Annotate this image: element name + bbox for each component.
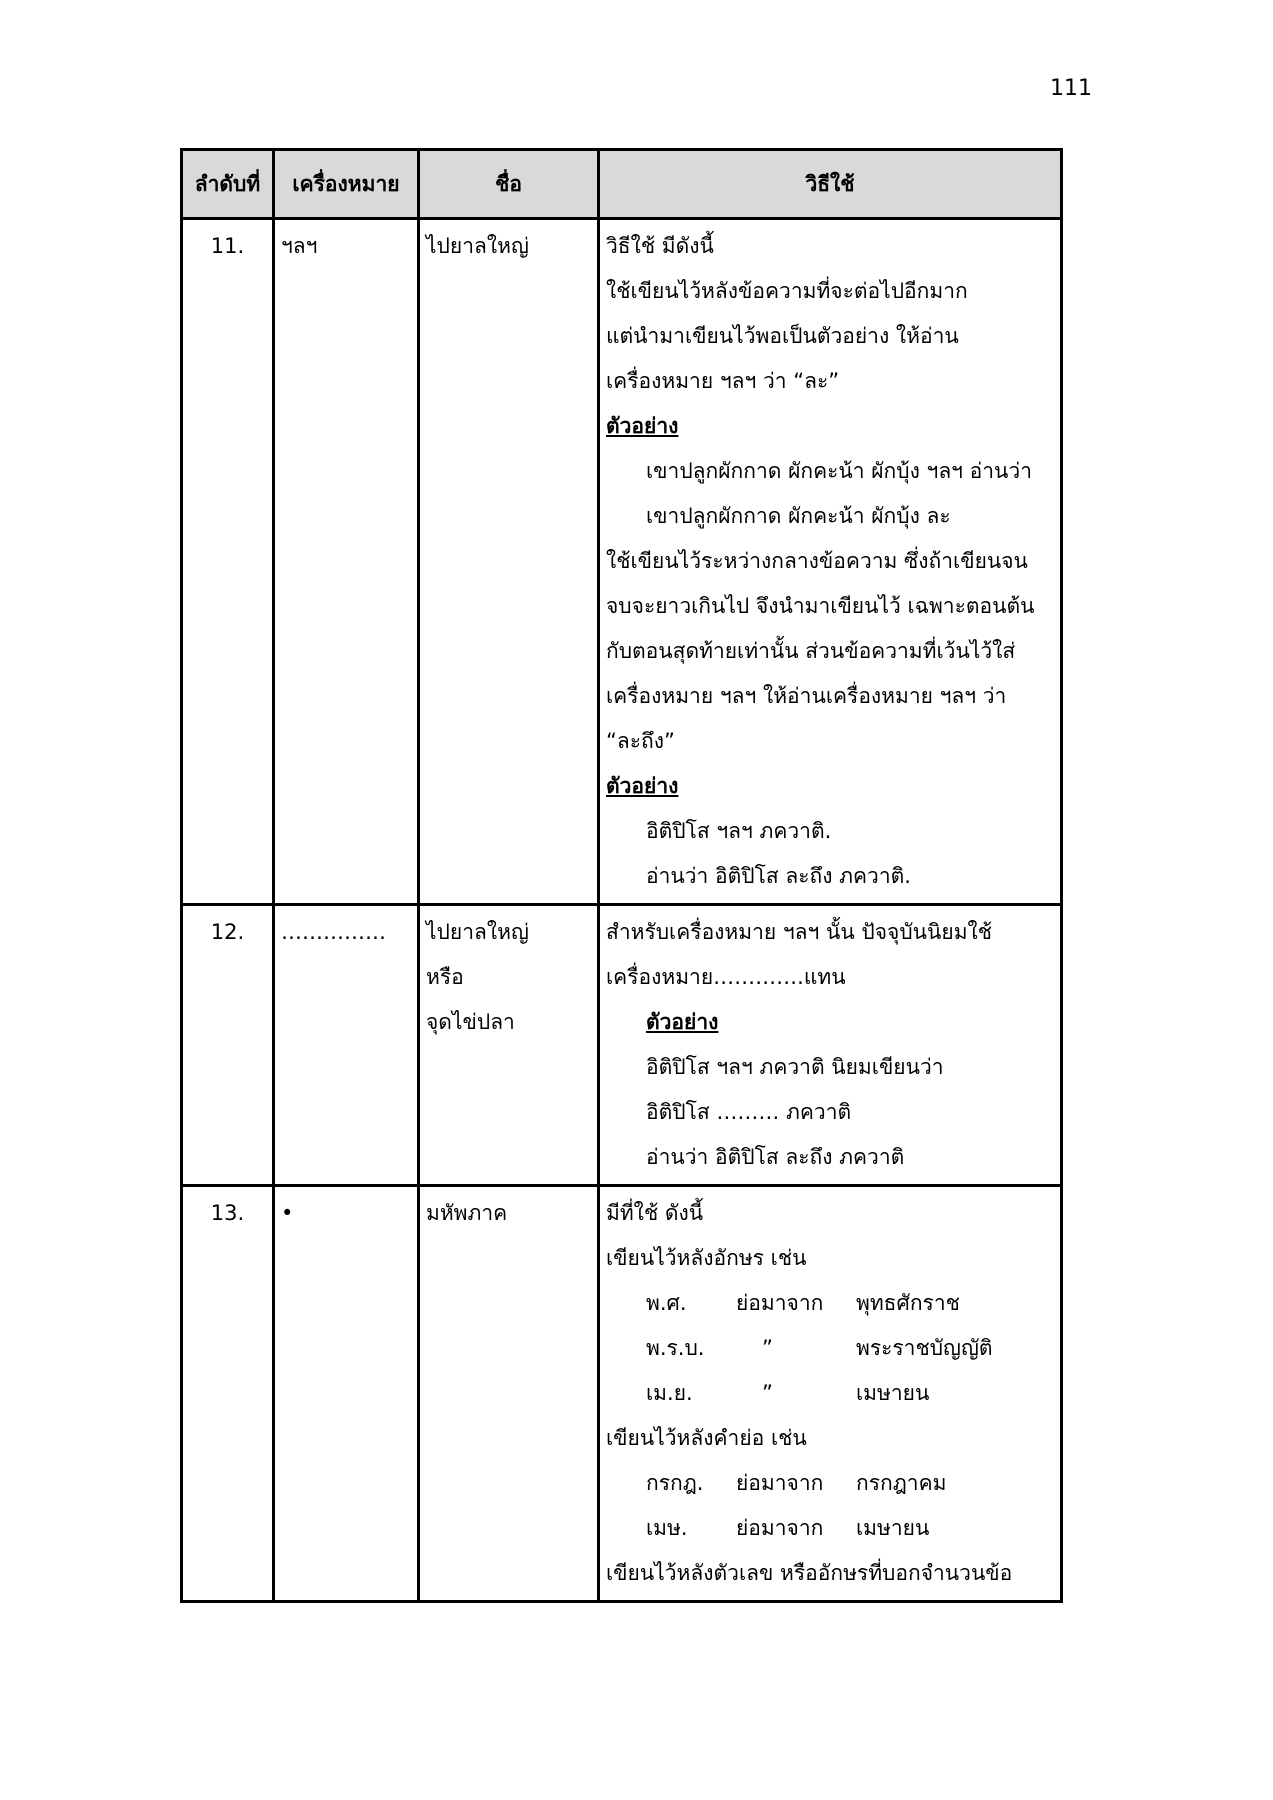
name-line: หรือ [426, 965, 464, 989]
row-name [419, 219, 599, 905]
usage-line: สำหรับเครื่องหมาย ฯลฯ นั้น ปัจจุบันนิยมใช้ [606, 920, 993, 944]
abbreviation-relation: ย่อมาจาก [736, 1471, 824, 1495]
usage-line: แต่นำมาเขียนไว้พอเป็นตัวอย่าง ให้อ่าน [606, 324, 959, 348]
header-usage: วิธีใช้ [599, 150, 1062, 219]
row-usage [599, 1186, 1062, 1602]
example-line: เขาปลูกผักกาด ผักคะน้า ผักบุ้ง ฯลฯ อ่านว่า [646, 459, 1032, 483]
usage-line: เครื่องหมาย ฯลฯ ว่า “ละ” [606, 369, 840, 393]
abbreviation: เม.ย. [646, 1381, 693, 1405]
example-line: อิติปิโส ฯลฯ ภควาติ. [646, 819, 832, 843]
row-mark: ฯลฯ [274, 219, 419, 905]
abbreviation-row [606, 1281, 1054, 1326]
usage-line: กับตอนสุดท้ายเท่านั้น ส่วนข้อความที่เว้นไว้ใส่ [606, 639, 1016, 663]
table-header-row [182, 150, 1062, 219]
example-line: เขาปลูกผักกาด ผักคะน้า ผักบุ้ง ละ [646, 504, 951, 528]
row-mark: • [274, 1186, 419, 1602]
abbreviation-full: พุทธศักราช [856, 1291, 960, 1315]
example-heading: ตัวอย่าง [606, 414, 679, 438]
usage-line: วิธีใช้ มีดังนี้ [606, 234, 714, 258]
usage-line: เขียนไว้หลังตัวเลข หรืออักษรที่บอกจำนวนข้อ [606, 1561, 1013, 1585]
header-mark: เครื่องหมาย [274, 150, 419, 219]
abbreviation: เมษ. [646, 1516, 688, 1540]
row-usage [599, 219, 1062, 905]
abbreviation-relation: ย่อมาจาก [736, 1516, 824, 1540]
table-row [182, 1186, 1062, 1602]
example-line: อิติปิโส ……… ภควาติ [646, 1100, 852, 1124]
usage-line: ใช้เขียนไว้หลังข้อความที่จะต่อไปอีกมาก [606, 279, 968, 303]
abbreviation: พ.ร.บ. [646, 1336, 705, 1360]
usage-line: จบจะยาวเกินไป จึงนำมาเขียนไว้ เฉพาะตอนต้น [606, 594, 1035, 618]
example-heading: ตัวอย่าง [606, 774, 679, 798]
abbreviation-row [606, 1326, 1054, 1371]
abbreviation-full: พระราชบัญญัติ [856, 1336, 993, 1360]
punctuation-table [180, 148, 1063, 1603]
row-name [419, 1186, 599, 1602]
name-line: มหัพภาค [426, 1201, 508, 1225]
abbreviation: พ.ศ. [646, 1291, 687, 1315]
ditto-mark: ” [762, 1381, 773, 1405]
example-heading: ตัวอย่าง [646, 1010, 719, 1034]
header-order: ลำดับที่ [182, 150, 274, 219]
row-mark: …………… [274, 905, 419, 1186]
usage-line: เขียนไว้หลังคำย่อ เช่น [606, 1426, 807, 1450]
name-line: ไปยาลใหญ่ [426, 234, 529, 258]
name-line: ไปยาลใหญ่ [426, 920, 529, 944]
abbreviation-row [606, 1506, 1054, 1551]
table-row [182, 219, 1062, 905]
usage-line: เครื่องหมาย………….แทน [606, 965, 846, 989]
usage-line: เครื่องหมาย ฯลฯ ให้อ่านเครื่องหมาย ฯลฯ ว่า [606, 684, 1007, 708]
abbreviation-row [606, 1461, 1054, 1506]
ditto-mark: ” [762, 1336, 773, 1360]
row-number: 11. [182, 219, 274, 905]
row-usage [599, 905, 1062, 1186]
example-line: อิติปิโส ฯลฯ ภควาติ นิยมเขียนว่า [646, 1055, 944, 1079]
header-name: ชื่อ [419, 150, 599, 219]
abbreviation-full: เมษายน [856, 1381, 930, 1405]
abbreviation-full: เมษายน [856, 1516, 930, 1540]
name-line: จุดไข่ปลา [426, 1010, 515, 1034]
abbreviation-full: กรกฎาคม [856, 1471, 947, 1495]
row-number: 12. [182, 905, 274, 1186]
usage-line: มีที่ใช้ ดังนี้ [606, 1201, 704, 1225]
usage-line: “ละถึง” [606, 729, 675, 753]
row-number: 13. [182, 1186, 274, 1602]
example-line: อ่านว่า อิติปิโส ละถึง ภควาติ. [646, 864, 911, 888]
abbreviation-row [606, 1371, 1054, 1416]
row-name [419, 905, 599, 1186]
abbreviation: กรกฎ. [646, 1471, 704, 1495]
abbreviation-relation: ย่อมาจาก [736, 1291, 824, 1315]
usage-line: ใช้เขียนไว้ระหว่างกลางข้อความ ซึ่งถ้าเขียนจน [606, 549, 1028, 573]
table-row [182, 905, 1062, 1186]
page-number: 111 [1050, 76, 1092, 101]
example-line: อ่านว่า อิติปิโส ละถึง ภควาติ [646, 1145, 905, 1169]
usage-line: เขียนไว้หลังอักษร เช่น [606, 1246, 807, 1270]
